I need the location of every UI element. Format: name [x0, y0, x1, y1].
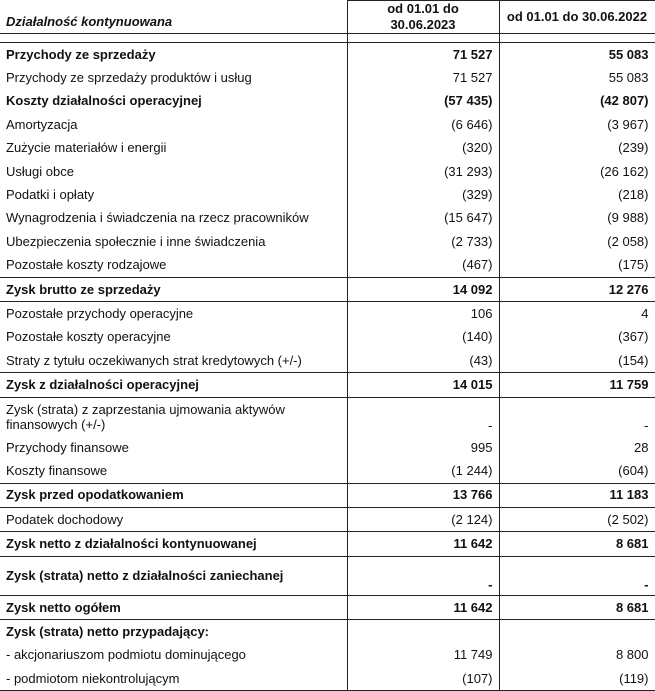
column-header-2023: od 01.01 do 30.06.2023: [347, 1, 499, 34]
value-2022: (26 162): [499, 160, 655, 183]
table-row: [0, 160, 655, 183]
table-row: [0, 349, 655, 373]
row-label: Zysk (strata) netto przypadający:: [0, 620, 347, 644]
table-row: [0, 532, 655, 556]
table-row: [0, 620, 655, 644]
value-2023: -: [347, 397, 499, 436]
value-2023: (320): [347, 137, 499, 160]
row-label: Zysk przed opodatkowaniem: [0, 483, 347, 507]
row-label: Zysk z działalności operacyjnej: [0, 373, 347, 397]
table-row: [0, 207, 655, 230]
value-2023: 995: [347, 436, 499, 459]
value-2022: (218): [499, 183, 655, 206]
value-2022: 11 759: [499, 373, 655, 397]
value-2023: 11 642: [347, 595, 499, 619]
value-2023: (2 124): [347, 508, 499, 532]
row-label: Przychody finansowe: [6, 439, 129, 455]
table-row: [0, 183, 655, 206]
value-2023: (6 646): [347, 113, 499, 136]
value-2023: 11 642: [347, 532, 499, 556]
section-title: Działalność kontynuowana: [0, 1, 347, 34]
value-2022: (9 988): [499, 207, 655, 230]
table-row: [0, 436, 655, 459]
column-header-2022: od 01.01 do 30.06.2022: [499, 1, 655, 34]
table-body: [0, 34, 655, 691]
value-2022: 8 800: [499, 644, 655, 667]
value-2023: (15 647): [347, 207, 499, 230]
table-row: [0, 302, 655, 326]
row-label: Zysk brutto ze sprzedaży: [0, 277, 347, 301]
row-label: Zysk (strata) netto z działalności zaniechanej: [0, 556, 347, 595]
row-label: Straty z tytułu oczekiwanych strat kredytowych (+/-): [6, 352, 302, 368]
table-row: [0, 644, 655, 667]
table-row: [0, 66, 655, 89]
table-row: [0, 483, 655, 507]
table-row: [0, 113, 655, 136]
row-label: Podatek dochodowy: [0, 508, 347, 532]
value-2022: (367): [499, 326, 655, 349]
row-label: Pozostałe koszty rodzajowe: [6, 257, 167, 273]
row-label: Wynagrodzenia i świadczenia na rzecz pracowników: [6, 210, 309, 226]
value-2022: (604): [499, 459, 655, 483]
value-2022: 8 681: [499, 532, 655, 556]
row-label: Przychody ze sprzedaży: [0, 43, 347, 67]
header-row: [0, 1, 655, 34]
value-2022: 11 183: [499, 483, 655, 507]
value-2023: 106: [347, 302, 499, 326]
value-2022: (2 058): [499, 230, 655, 253]
value-2023: (1 244): [347, 459, 499, 483]
table-row: [0, 373, 655, 397]
row-label: Ubezpieczenia społecznie i inne świadczenia: [6, 233, 266, 249]
table-row: [0, 556, 655, 595]
value-2022: (3 967): [499, 113, 655, 136]
value-2023: (107): [347, 667, 499, 691]
value-2023: 13 766: [347, 483, 499, 507]
value-2023: (31 293): [347, 160, 499, 183]
row-label: Koszty finansowe: [6, 462, 108, 478]
value-2023: 11 749: [347, 644, 499, 667]
row-label: Amortyzacja: [6, 116, 78, 132]
value-2022: 55 083: [499, 66, 655, 89]
table-row: [0, 230, 655, 253]
value-2022: (154): [499, 349, 655, 373]
value-2022: -: [499, 556, 655, 595]
table-row: [0, 595, 655, 619]
value-2023: (467): [347, 254, 499, 278]
table-row: [0, 397, 655, 436]
value-2023: (57 435): [347, 90, 499, 113]
value-2023: 14 015: [347, 373, 499, 397]
value-2023: 14 092: [347, 277, 499, 301]
table-row: [0, 277, 655, 301]
value-2022: (2 502): [499, 508, 655, 532]
value-2023: (2 733): [347, 230, 499, 253]
value-2023: 71 527: [347, 43, 499, 67]
value-2023: (329): [347, 183, 499, 206]
row-label: - podmiotom niekontrolującym: [0, 667, 347, 691]
row-label: - akcjonariuszom podmiotu dominującego: [6, 647, 246, 663]
value-2022: 4: [499, 302, 655, 326]
value-2023: [347, 620, 499, 644]
value-2022: (42 807): [499, 90, 655, 113]
value-2023: (43): [347, 349, 499, 373]
row-label: Zysk netto z działalności kontynuowanej: [0, 532, 347, 556]
value-2022: (175): [499, 254, 655, 278]
table-row: [0, 459, 655, 483]
row-label: Usługi obce: [6, 163, 74, 179]
row-label: Przychody ze sprzedaży produktów i usług: [6, 70, 252, 86]
table-row: [0, 43, 655, 67]
value-2023: (140): [347, 326, 499, 349]
table-row: [0, 90, 655, 113]
value-2022: (239): [499, 137, 655, 160]
row-label: Zysk netto ogółem: [0, 595, 347, 619]
table-row: [0, 508, 655, 532]
value-2022: (119): [499, 667, 655, 691]
value-2022: 8 681: [499, 595, 655, 619]
table-row: [0, 254, 655, 278]
row-label: Zużycie materiałów i energii: [6, 140, 167, 156]
row-label: Pozostałe koszty operacyjne: [6, 329, 171, 345]
table-row: [0, 137, 655, 160]
value-2023: 71 527: [347, 66, 499, 89]
row-label: Pozostałe przychody operacyjne: [0, 302, 347, 326]
row-label: Koszty działalności operacyjnej: [6, 93, 202, 109]
table-row: [0, 326, 655, 349]
value-2022: 55 083: [499, 43, 655, 67]
value-2023: -: [347, 556, 499, 595]
table-row: [0, 667, 655, 691]
row-label: Zysk (strata) z zaprzestania ujmowania aktywów finansowych (+/-): [0, 397, 347, 436]
value-2022: -: [499, 397, 655, 436]
value-2022: 12 276: [499, 277, 655, 301]
value-2022: [499, 620, 655, 644]
spacer-row: [0, 34, 655, 43]
row-label: Podatki i opłaty: [6, 187, 95, 203]
value-2022: 28: [499, 436, 655, 459]
